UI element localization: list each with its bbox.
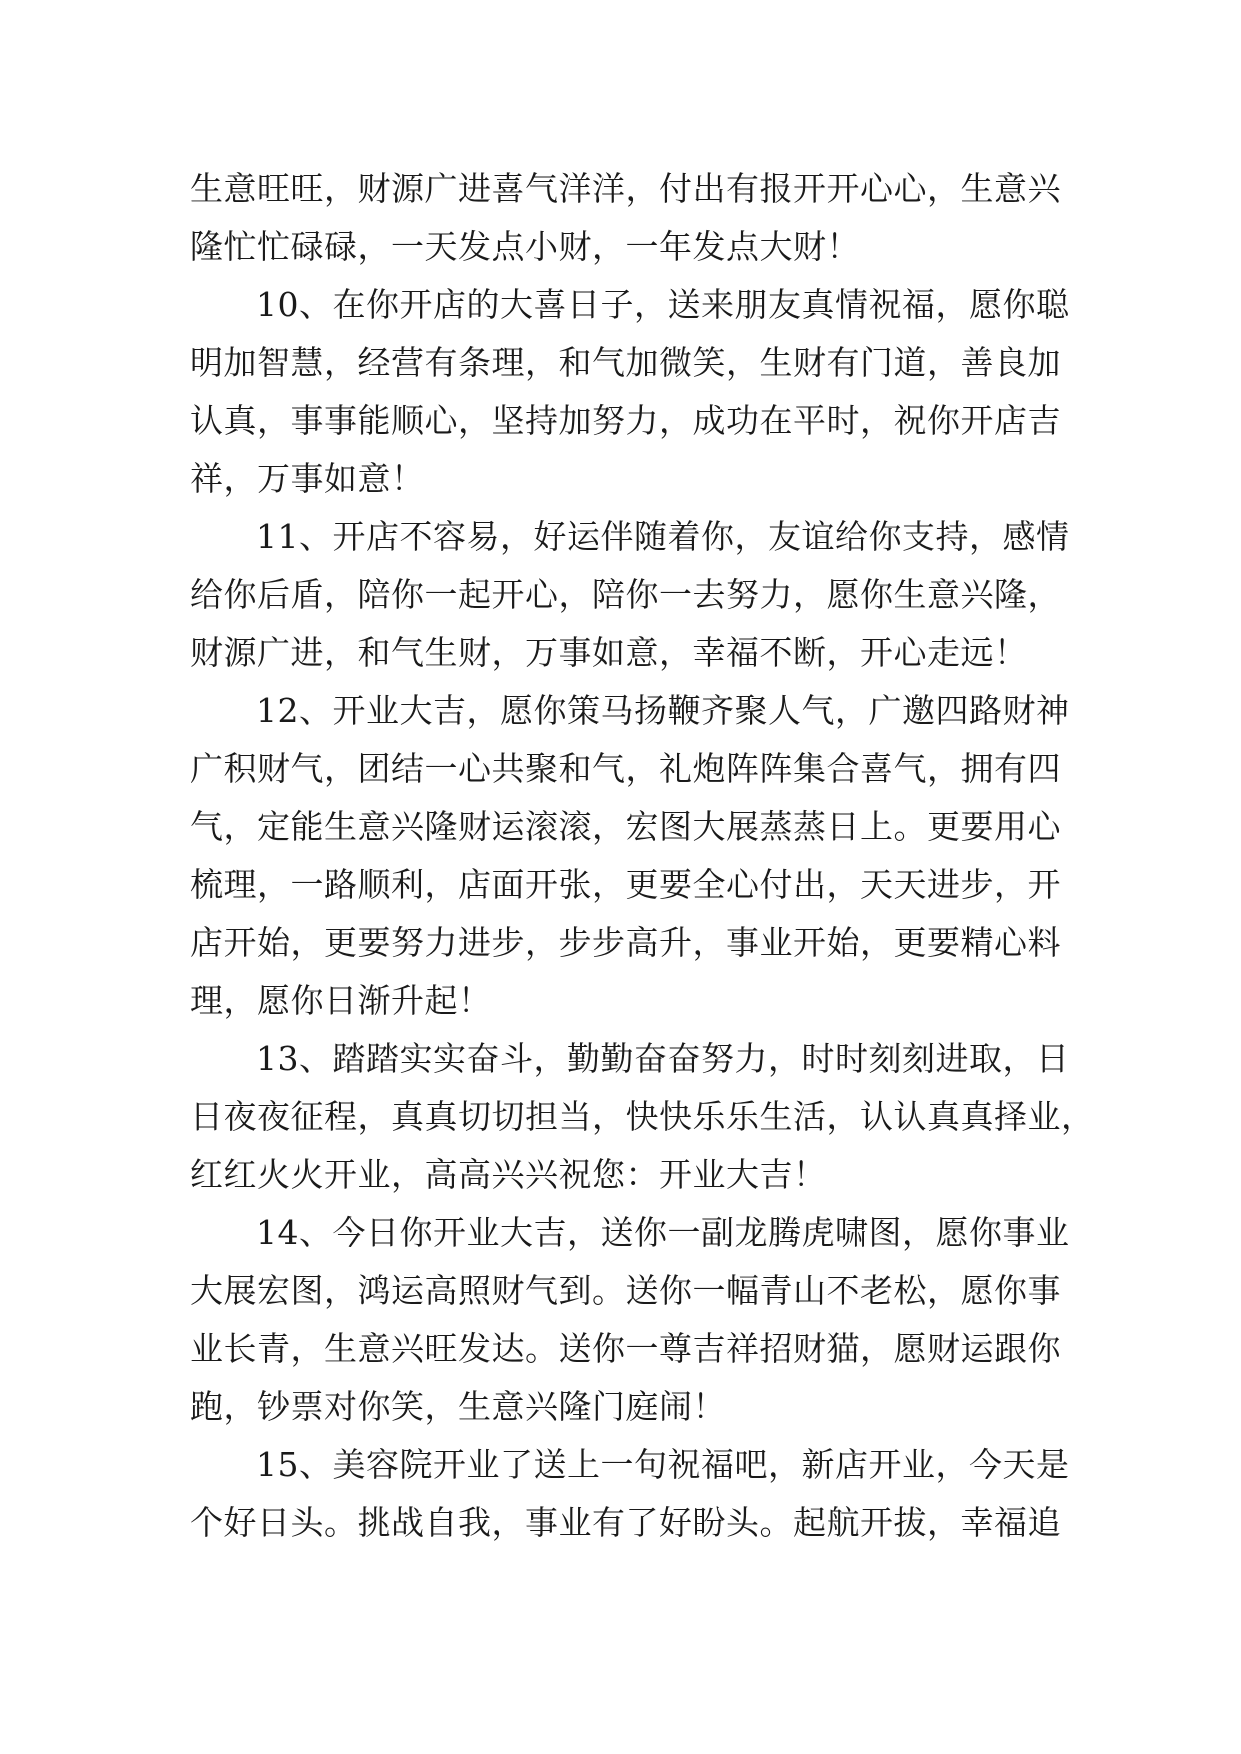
text-line: 日夜夜征程，真真切切担当，快快乐乐生活，认认真真择业， [190,1097,1095,1136]
text-line: 红红火火开业，高高兴兴祝您：开业大吉！ [190,1155,827,1194]
text-line: 祥，万事如意！ [190,459,425,498]
text-line: 理，愿你日渐升起！ [190,981,492,1020]
text-line: 大展宏图，鸿运高照财气到。送你一幅青山不老松，愿你事 [190,1271,1061,1310]
text-line: 隆忙忙碌碌，一天发点小财，一年发点大财！ [190,227,860,266]
text-line: 店开始，更要努力进步，步步高升，事业开始，更要精心料 [190,923,1061,962]
text-line: 14、今日你开业大吉，送你一副龙腾虎啸图，愿你事业 [256,1213,1070,1252]
text-line: 气，定能生意兴隆财运滚滚，宏图大展蒸蒸日上。更要用心 [190,807,1061,846]
text-line: 15、美容院开业了送上一句祝福吧，新店开业，今天是 [256,1445,1070,1484]
text-line: 明加智慧，经营有条理，和气加微笑，生财有门道，善良加 [190,343,1061,382]
text-line: 生意旺旺，财源广进喜气洋洋，付出有报开开心心，生意兴 [190,169,1061,208]
text-line: 给你后盾，陪你一起开心，陪你一去努力，愿你生意兴隆， [190,575,1061,614]
text-line: 12、开业大吉，愿你策马扬鞭齐聚人气，广邀四路财神 [256,691,1070,730]
text-line: 梳理，一路顺利，店面开张，更要全心付出，天天进步，开 [190,865,1061,904]
text-line: 10、在你开店的大喜日子，送来朋友真情祝福，愿你聪 [256,285,1070,324]
text-line: 11、开店不容易，好运伴随着你，友谊给你支持，感情 [256,517,1070,556]
text-line: 业长青，生意兴旺发达。送你一尊吉祥招财猫，愿财运跟你 [190,1329,1061,1368]
text-line: 认真，事事能顺心，坚持加努力，成功在平时，祝你开店吉 [190,401,1061,440]
text-line: 财源广进，和气生财，万事如意，幸福不断，开心走远！ [190,633,1028,672]
text-line: 个好日头。挑战自我，事业有了好盼头。起航开拔，幸福追 [190,1503,1061,1542]
body-text [190,160,1095,1552]
text-line: 跑，钞票对你笑，生意兴隆门庭闹！ [190,1387,726,1426]
text-line: 广积财气，团结一心共聚和气，礼炮阵阵集合喜气，拥有四 [190,749,1061,788]
text-line: 13、踏踏实实奋斗，勤勤奋奋努力，时时刻刻进取，日 [256,1039,1070,1078]
